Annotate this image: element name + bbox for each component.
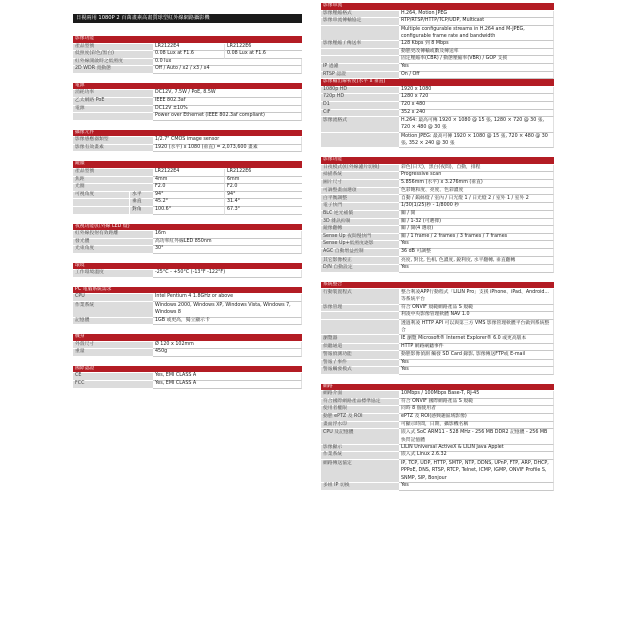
table-row: 影像壓縮格式 H.264, Motion JPEG <box>321 11 554 19</box>
table-row: 多組 IP 切換 Yes <box>321 483 554 491</box>
table-row: 電源 DC12V ±10% <box>73 106 302 114</box>
section-header: 系統整合 <box>321 282 554 290</box>
table-row: 其它影像校正 亮度, 對比, 色相, 色濃度, 銳利度, 水平翻轉, 垂直翻轉 <box>321 257 554 265</box>
table-row: 720p HD 1280 x 720 <box>321 94 554 102</box>
page-title: 日視兩用 1080P 2 百萬畫素高畫質球型紅外線網路攝影機 <box>73 14 302 23</box>
table-row: 乙太網路 PoE IEEE 802.3af <box>73 98 302 106</box>
section-header: 攝像元件 <box>73 130 302 138</box>
table-row: D/N 自動設定 Yes <box>321 265 554 273</box>
table-row: 1080p HD 1920 x 1080 <box>321 87 554 95</box>
section-header: 鏡頭 <box>73 161 302 169</box>
table-row: 消耗功率 DC12V, 7.5W / PoE, 8.5W <box>73 90 302 98</box>
table-row: 紅外線投射有效距離 16m <box>73 231 302 239</box>
table-row: 影像串流傳輸協定 RTP/RTSP/HTTP/TCP/UDP, Multicast <box>321 18 554 26</box>
table-row: 3D 雜訊抑制 關 / 1-32 (可選擇) <box>321 219 554 227</box>
table-row: 光圈 F2.0 F2.0 <box>73 184 302 192</box>
table-row: 外殼尺寸 Ø 120 x 102mm <box>73 342 302 350</box>
table-row: 工作環境溫度 -25°C - +50°C (-13°F -122°F) <box>73 270 302 278</box>
table-row: 電子快門 1/30(1/25)秒 - 1/8000 秒 <box>321 203 554 211</box>
table-row: 對角 100.6° 67.3° <box>73 207 302 215</box>
table-row: Sense Up 夜間慢快門 關 / 1 frame / 2 frames / 3 frames / 7 frames <box>321 234 554 242</box>
table-row: IP 過濾 Yes <box>321 64 554 72</box>
section-housing <box>73 334 302 357</box>
section-header: 影像輸出解析度(水平 x 垂直) <box>321 79 554 87</box>
table-row: 光束角度 30° <box>73 246 302 254</box>
table-row: 透過利凌 HTTP API 可以與第三方 VMS 影像管理軟體平台做到系統整合 <box>321 320 554 336</box>
table-row: 紅外線開啟時之低照度 0.0 lux <box>73 59 302 67</box>
section-header: 夜視功能(紅外線 LED 燈) <box>73 224 302 232</box>
section-power <box>73 83 302 121</box>
table-row: 影像壓縮 / 傳送率 128 Kbps 到 8 Mbps <box>321 41 554 49</box>
table-row: 網路介面 10Mbps / 100Mbps Base-T, RJ-45 <box>321 391 554 399</box>
section-ir <box>73 224 302 254</box>
table-row: 可視角度 水平 94° 94° <box>73 192 302 200</box>
table-row: 動態更改傳輸或數及傳送率 <box>321 49 554 57</box>
table-row: 影像流格式 H.264: 最高可傳 1920 × 1080 @ 15 張, 1280 × 720 @ 30 張, 720 × 480 @ 30 張 <box>321 117 554 133</box>
table-row: BLC 逆光補償 關 / 開 <box>321 211 554 219</box>
section-lens <box>73 161 302 214</box>
section-header: 網路 <box>321 384 554 392</box>
table-row: 焦距 4mm 6mm <box>73 177 302 185</box>
right-column <box>321 3 554 500</box>
table-row: D1 720 x 480 <box>321 102 554 110</box>
table-row: CPU 及記憶體 嵌入式 SoC ARM11 - 528 MHz - 256 MB DDR2 記憶體 - 256 MB 快閃記憶體 <box>321 429 554 445</box>
table-row: 2D WDR 寬動態 Off / Auto / x2 / x3 / x4 <box>73 66 302 74</box>
table-row: 記憶體 1GB 或更高，獨立顯示卡 <box>73 318 302 326</box>
table-row: 畫面浮水印 可顯示時間，日期，攝影機名稱 <box>321 422 554 430</box>
table-row: 日夜模式(紅外線濾片切換) 彩色(日天)，黑白(夜間)，自動，排程 <box>321 165 554 173</box>
table-row: CE Yes, EMI CLASS A <box>73 373 302 381</box>
table-row: 警報偵測功能 動態影像偵測 觸發 SD Card 錄影, 影像傳送FTP或 E-mail <box>321 351 554 359</box>
table-row: 偵聽通道 HTTP 網路刷聽事件 <box>321 344 554 352</box>
table-row: 固定壓縮率(CBR) / 動態壓縮率(VBR) / GOP 支援 <box>321 56 554 64</box>
section-header: PC 電腦系統需求 <box>73 287 302 295</box>
section-header: 國際認證 <box>73 366 302 374</box>
left-column <box>73 36 302 398</box>
table-row: Power over Ethernet (IEEE 802.3af compliant) <box>73 113 302 121</box>
table-row: 瀏覽器 IE 瀏覽 Microsoft® Internet Explorer® 6.0 或更高版本 <box>321 335 554 343</box>
table-row: 發光體 高功率紅外線LED 850nm <box>73 239 302 247</box>
table-row: AGC 自動增益控制 36 dB 可調整 <box>321 249 554 257</box>
table-row: 作業系統 嵌入式 Linux 2.6.32 <box>321 452 554 460</box>
table-row: 警報 / 事件 Yes <box>321 360 554 368</box>
table-row: 影像管理 符合 ONVIF 規範網路產品 S 規範 <box>321 305 554 313</box>
table-row: 產品型號 LR2122E4 LR2122E6 <box>73 44 302 52</box>
section-header: 影像串流 <box>321 3 554 11</box>
section-model <box>73 36 302 74</box>
section-network <box>321 384 554 491</box>
table-row: Multiple configurable streams in H.264 and M-JPEG, configurable frame rate and bandwidth <box>321 26 554 42</box>
table-row: FCC Yes, EMI CLASS A <box>73 381 302 389</box>
table-row: 使用者權限 同時 8 個使用者 <box>321 406 554 414</box>
section-environment <box>73 263 302 278</box>
table-row: CIF 352 x 240 <box>321 110 554 118</box>
table-row: 白平衡調整 自動 / 鎢絲燈 / 室內 / 日光燈 1 / 日光燈 2 / 室外 1 / 室外 2 <box>321 195 554 203</box>
table-row: 符合國際網路產品標準協定 符合 ONVIF 國際網路產品 S 規範 <box>321 399 554 407</box>
section-header: 電源 <box>73 83 302 91</box>
table-row: 垂直 45.2° 31.4° <box>73 199 302 207</box>
section-header: 影像功能 <box>73 36 302 44</box>
section-header: 影像功能 <box>321 157 554 165</box>
table-row: 低照度(彩色/黑白) 0.08 Lux at F1.6 0.08 Lux at F1.6 <box>73 51 302 59</box>
section-functions <box>321 157 554 272</box>
table-row: RTSP 認證 On / Off <box>321 72 554 80</box>
table-row: Sense Up+低照度逐影 Yes <box>321 241 554 249</box>
section-header: 機身 <box>73 334 302 342</box>
table-row: 行動裝置程式 整合利凌APP行動程式「LILIN Pro」支援 iPhone、iPad、Android...等系統平台 <box>321 289 554 305</box>
table-row: 可調整畫面選項 色彩飽和度、亮度、色彩濃度 <box>321 188 554 196</box>
section-certification <box>73 366 302 389</box>
table-row: 重量 450g <box>73 349 302 357</box>
table-row: 警報觸發模式 Yes <box>321 367 554 375</box>
table-row: 影像顯示 LILIN Universal ActiveX & LILIN Java Applet <box>321 445 554 453</box>
table-row: 產品型號 LR2122E4 LR2122E6 <box>73 169 302 177</box>
section-header: 環境 <box>73 263 302 271</box>
table-row: Motion JPEG: 最高可傳 1920 × 1080 @ 15 張, 720 × 480 @ 30 張, 352 × 240 @ 30 張 <box>321 133 554 149</box>
table-row: 動態 ePTZ 及 ROI ePTZ 及 ROI(感興趣區域影像) <box>321 414 554 422</box>
table-row: 影像有效畫素 1920 (水平) x 1080 (垂直) = 2,073,600 畫素 <box>73 145 302 153</box>
table-row: 圖片尺寸 5.856mm (水平) x 3.276mm (垂直) <box>321 180 554 188</box>
section-integration <box>321 282 554 375</box>
table-row: 鏡像翻轉 關 / 開(4 選項) <box>321 226 554 234</box>
section-resolution <box>321 79 554 148</box>
section-pc <box>73 287 302 325</box>
table-row: 利凌中央影像管理軟體 NAV 1.0 <box>321 312 554 320</box>
section-sensor <box>73 130 302 153</box>
table-row: 網路傳送協定 IP, TCP, UDP, HTTP, SMTP, NTP, DDNS, UPnP, FTP, ARP, DHCP, PPPoE, DNS, RTSP, RTCP, Telnet, ICMP, IGMP, ONVIF Profile S, SNMP, SIP, Bonjour <box>321 460 554 483</box>
table-row: 影像感應器類型 1/2.7" CMOS image sensor <box>73 137 302 145</box>
table-row: 作業系統 Windows 2000, Windows XP, Windows Vista, Windows 7, Windows 8 <box>73 302 302 318</box>
table-row: CPU Intel Pentium 4 1.8GHz or above <box>73 294 302 302</box>
section-stream <box>321 3 554 79</box>
table-row: 掃描系統 Progressive scan <box>321 172 554 180</box>
